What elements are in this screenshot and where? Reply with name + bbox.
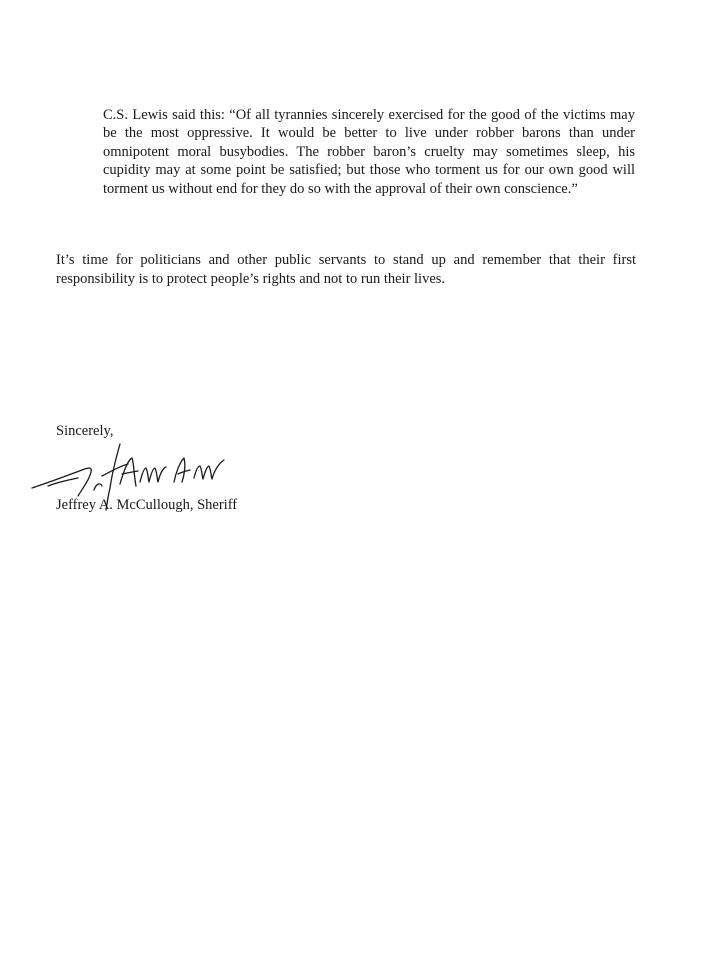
closing-line: Sincerely, (56, 423, 114, 439)
signer-name: Jeffrey A. McCullough, Sheriff (56, 497, 238, 513)
quote-paragraph: C.S. Lewis said this: “Of all tyrannies sincerely exercised for the good of the victims may be the most oppressive. It would be better to live under robber barons than under omnipotent moral busybodies. The robber baron’s cruelty may sometimes sleep, his cupidity may at some point be satisfied; but those who torment us for our own good will torment us without end for they do so with the approval of their own conscience.” (103, 107, 635, 197)
body-paragraph: It’s time for politicians and other public servants to stand up and remember that their first responsibility is to protect people’s rights and not to run their lives. (56, 252, 636, 287)
